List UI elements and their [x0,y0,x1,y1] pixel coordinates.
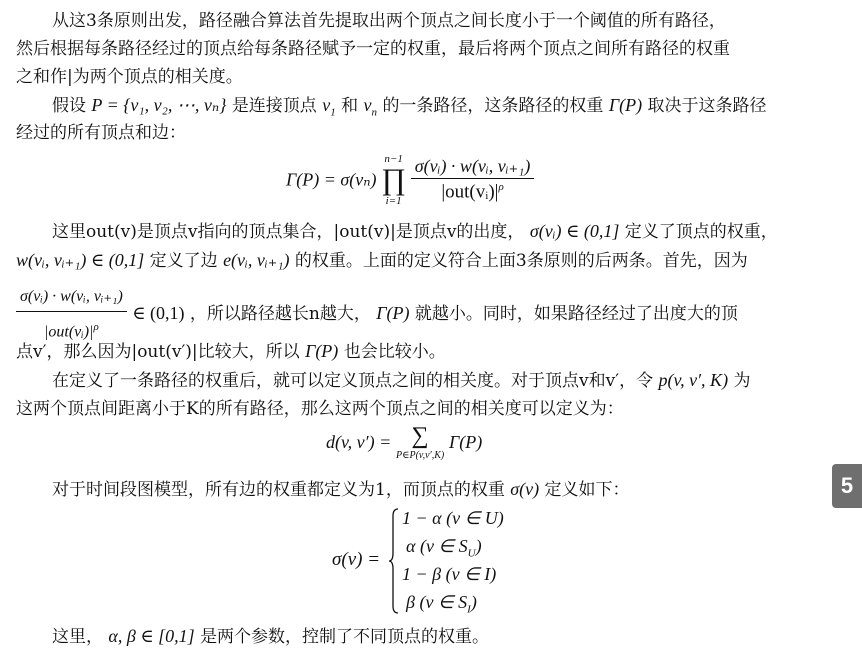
eq-lhs: Γ(P) = σ(vₙ) [286,169,377,190]
case-1: 1 − α (v ∈ U) [402,508,504,528]
case-sub: U [467,547,476,560]
text-line: 之和作|为两个顶点的相关度。 [16,67,243,87]
text-span: 点v′，那么因为|out(v′)|比较大，所以 [16,342,300,362]
text-span: 对于时间段图模型，所有边的权重都定义为1，而顶点的权重 [52,480,505,500]
text-span: 假设 [52,96,86,116]
text-span: 为 [733,371,751,391]
math-inline: Γ(P) [305,341,339,361]
math-inline: $v_1$ [322,95,336,119]
text-line: 从这3条原则出发，路径融合算法首先提取出两个顶点之间长度小于一个阈值的所有路径， [52,11,726,31]
math-inline: $v_n$ [363,95,378,119]
prod-symbol: ∏ [381,163,406,196]
text-span: 取决于这条路径 [647,96,767,116]
sum-symbol: ∑ [411,423,429,449]
case-3: 1 − β (v ∈ I) [402,564,497,584]
den-exponent: ρ [93,321,99,333]
fraction-numerator: σ(vᵢ) · w(vᵢ, vᵢ₊₁) [411,156,535,179]
product-operator [381,152,406,208]
text-line [52,220,778,243]
equation-relevance [326,423,483,466]
eq-lhs: d(v, v′) = [326,432,392,452]
math-inline: e(vᵢ, vᵢ₊₁) [223,250,290,270]
sum-operator [395,423,445,466]
case-text: β (v ∈ S [406,592,468,612]
den-text: |out(vᵢ)| [441,181,499,203]
math-inline: σ(v) [510,479,540,499]
text-line: 经过的所有顶点和边： [16,123,186,143]
equation-gamma [286,152,534,208]
equation-sigma-lhs: σ(v) = [332,549,381,570]
fraction-denominator [411,179,535,203]
math-var: v [322,95,331,115]
math-inline: Γ(P) [608,95,643,115]
prod-lower: i=1 [385,195,402,207]
text-span: 定义了顶点的权重， [624,222,778,242]
math-inline: P = {v₁, v₂, ⋯, vₙ} [91,95,227,115]
den-exponent: ρ [498,181,504,194]
text-span: 的一条路径，这条路径的权重 [382,96,604,116]
den-text: |out(vᵢ)| [43,323,94,341]
text-span: 在定义了一条路径的权重后，就可以定义顶点之间的相关度。对于顶点v和v′，令 [52,371,654,391]
text-span: 的权重。上面的定义符合上面3条原则的后两条。首先，因为 [294,251,748,271]
text-line: 然后根据每条路径经过的顶点给每条路径赋予一定的权重，最后将两个顶点之间所有路径的权重 [16,39,730,59]
inline-fraction [16,284,127,345]
text-span: 就越小。同时，如果路径经过了出度大的顶 [414,304,738,325]
text-line [52,625,489,648]
math-var: v [363,95,372,115]
text-line [16,340,446,363]
math-inline: α, β ∈ [0,1] [108,626,195,646]
fraction-numerator: σ(vᵢ) · w(vᵢ, vᵢ₊₁) [16,284,127,312]
text-line [52,369,750,392]
text-line [52,478,630,501]
prod-upper: n−1 [384,153,403,165]
case-text: α (v ∈ S [406,536,468,556]
text-line [52,94,766,124]
text-span: 定义如下： [544,480,630,500]
text-span: 和 [341,96,359,116]
math-inline: σ(vᵢ) ∈ (0,1] [529,221,620,241]
text-line [16,249,748,272]
left-brace [389,508,399,614]
text-span: 是两个参数，控制了不同顶点的权重。 [200,627,490,647]
text-span: 这里out(v)是顶点v指向的顶点集合，|out(v)|是顶点v的出度， [52,222,525,242]
text-span: 这里， [52,627,103,647]
text-span: ，所以路径越长n越大， [189,304,371,325]
page-number-badge[interactable]: 5 [832,464,862,508]
math-inline: p(v, v′, K) [658,370,729,390]
math-inline: ∈ (0,1) [132,303,185,324]
eq1-fraction [411,156,535,203]
sum-subscript: P∈P(v,v′,K) [395,450,445,461]
case-4: β (v ∈ $S_I$) [406,592,477,616]
text-span: 也会比较小。 [343,342,446,362]
text-line [16,284,738,345]
text-span: 是连接顶点 [231,96,317,116]
text-span: 定义了边 [149,251,218,271]
eq-rhs: Γ(P) [449,432,483,452]
math-inline: w(vᵢ, vᵢ₊₁) ∈ (0,1] [16,250,145,270]
case-sub: I [467,603,471,616]
math-inline: Γ(P) [376,303,410,324]
text-line: 这两个顶点间距离小于K的所有路径，那么这两个顶点之间的相关度可以定义为： [16,399,624,419]
case-2: α (v ∈ $S_U$) [406,536,482,560]
